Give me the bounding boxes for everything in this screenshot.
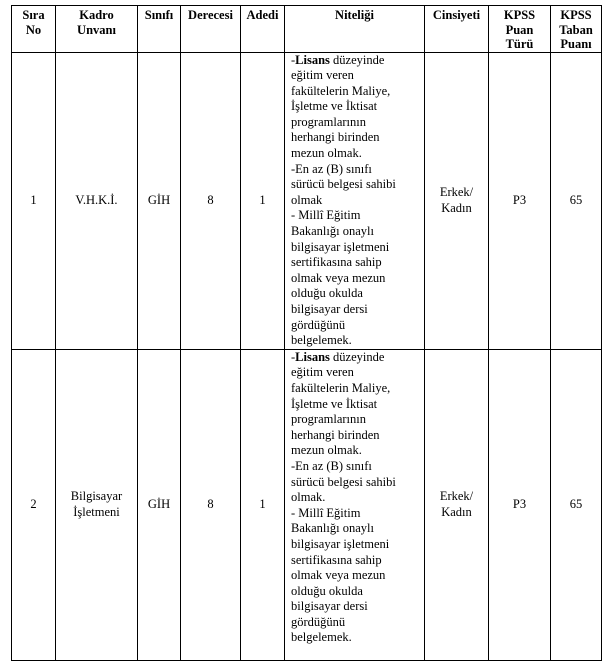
cinsiyeti-cell: Erkek/ Kadın bbox=[425, 349, 489, 660]
sira-no-cell: 1 bbox=[12, 52, 56, 349]
cinsiyeti-cell: Erkek/ Kadın bbox=[425, 52, 489, 349]
niteligi-first-line: -Lisans düzeyinde bbox=[291, 52, 385, 67]
header-kpss-puan-turu: KPSS Puan Türü bbox=[489, 6, 551, 53]
adedi-cell: 1 bbox=[241, 349, 285, 660]
table-row bbox=[12, 52, 602, 349]
niteligi-cell: -Lisans düzeyinde eğitim veren fakültelerin Maliye, İşletme ve İktisat programlarının herhangi birinden mezun olmak. -En az (B) sınıfı sürücü belgesi sahibi olmak - Millî Eğitim Bakanlığı onaylı bilgisayar işletmeni sertifikasına sahip olmak veya mezun olduğu okulda bilgisayar dersi gördüğünü belgelemek. bbox=[285, 52, 425, 349]
header-row bbox=[12, 6, 602, 53]
header-niteligi: Niteliği bbox=[285, 6, 425, 53]
sinifi-cell: GİH bbox=[138, 52, 181, 349]
kpss-puan-turu-cell: P3 bbox=[489, 349, 551, 660]
sinifi-cell: GİH bbox=[138, 349, 181, 660]
kadro-unvani-cell: Bilgisayar İşletmeni bbox=[56, 349, 138, 660]
kadro-table bbox=[11, 5, 602, 661]
niteligi-cell: -Lisans düzeyinde eğitim veren fakültelerin Maliye, İşletme ve İktisat programlarının herhangi birinden mezun olmak. -En az (B) sınıfı sürücü belgesi sahibi olmak. - Millî Eğitim Bakanlığı onaylı bilgisayar işletmeni sertifikasına sahip olmak veya mezun olduğu okulda bilgisayar dersi gördüğünü belgelemek. bbox=[285, 349, 425, 660]
header-kadro-unvani: Kadro Unvanı bbox=[56, 6, 138, 53]
kpss-taban-puani-cell: 65 bbox=[551, 349, 602, 660]
sira-no-cell: 2 bbox=[12, 349, 56, 660]
header-sira-no: Sıra No bbox=[12, 6, 56, 53]
kpss-puan-turu-cell: P3 bbox=[489, 52, 551, 349]
derecesi-cell: 8 bbox=[181, 52, 241, 349]
header-cinsiyeti: Cinsiyeti bbox=[425, 6, 489, 53]
niteligi-first-line: -Lisans düzeyinde bbox=[291, 349, 385, 364]
kpss-taban-puani-cell: 65 bbox=[551, 52, 602, 349]
header-adedi: Adedi bbox=[241, 6, 285, 53]
derecesi-cell: 8 bbox=[181, 349, 241, 660]
adedi-cell: 1 bbox=[241, 52, 285, 349]
kadro-unvani-cell: V.H.K.İ. bbox=[56, 52, 138, 349]
table-row bbox=[12, 349, 602, 660]
header-derecesi: Derecesi bbox=[181, 6, 241, 53]
header-sinifi: Sınıfı bbox=[138, 6, 181, 53]
header-kpss-taban-puani: KPSS Taban Puanı bbox=[551, 6, 602, 53]
